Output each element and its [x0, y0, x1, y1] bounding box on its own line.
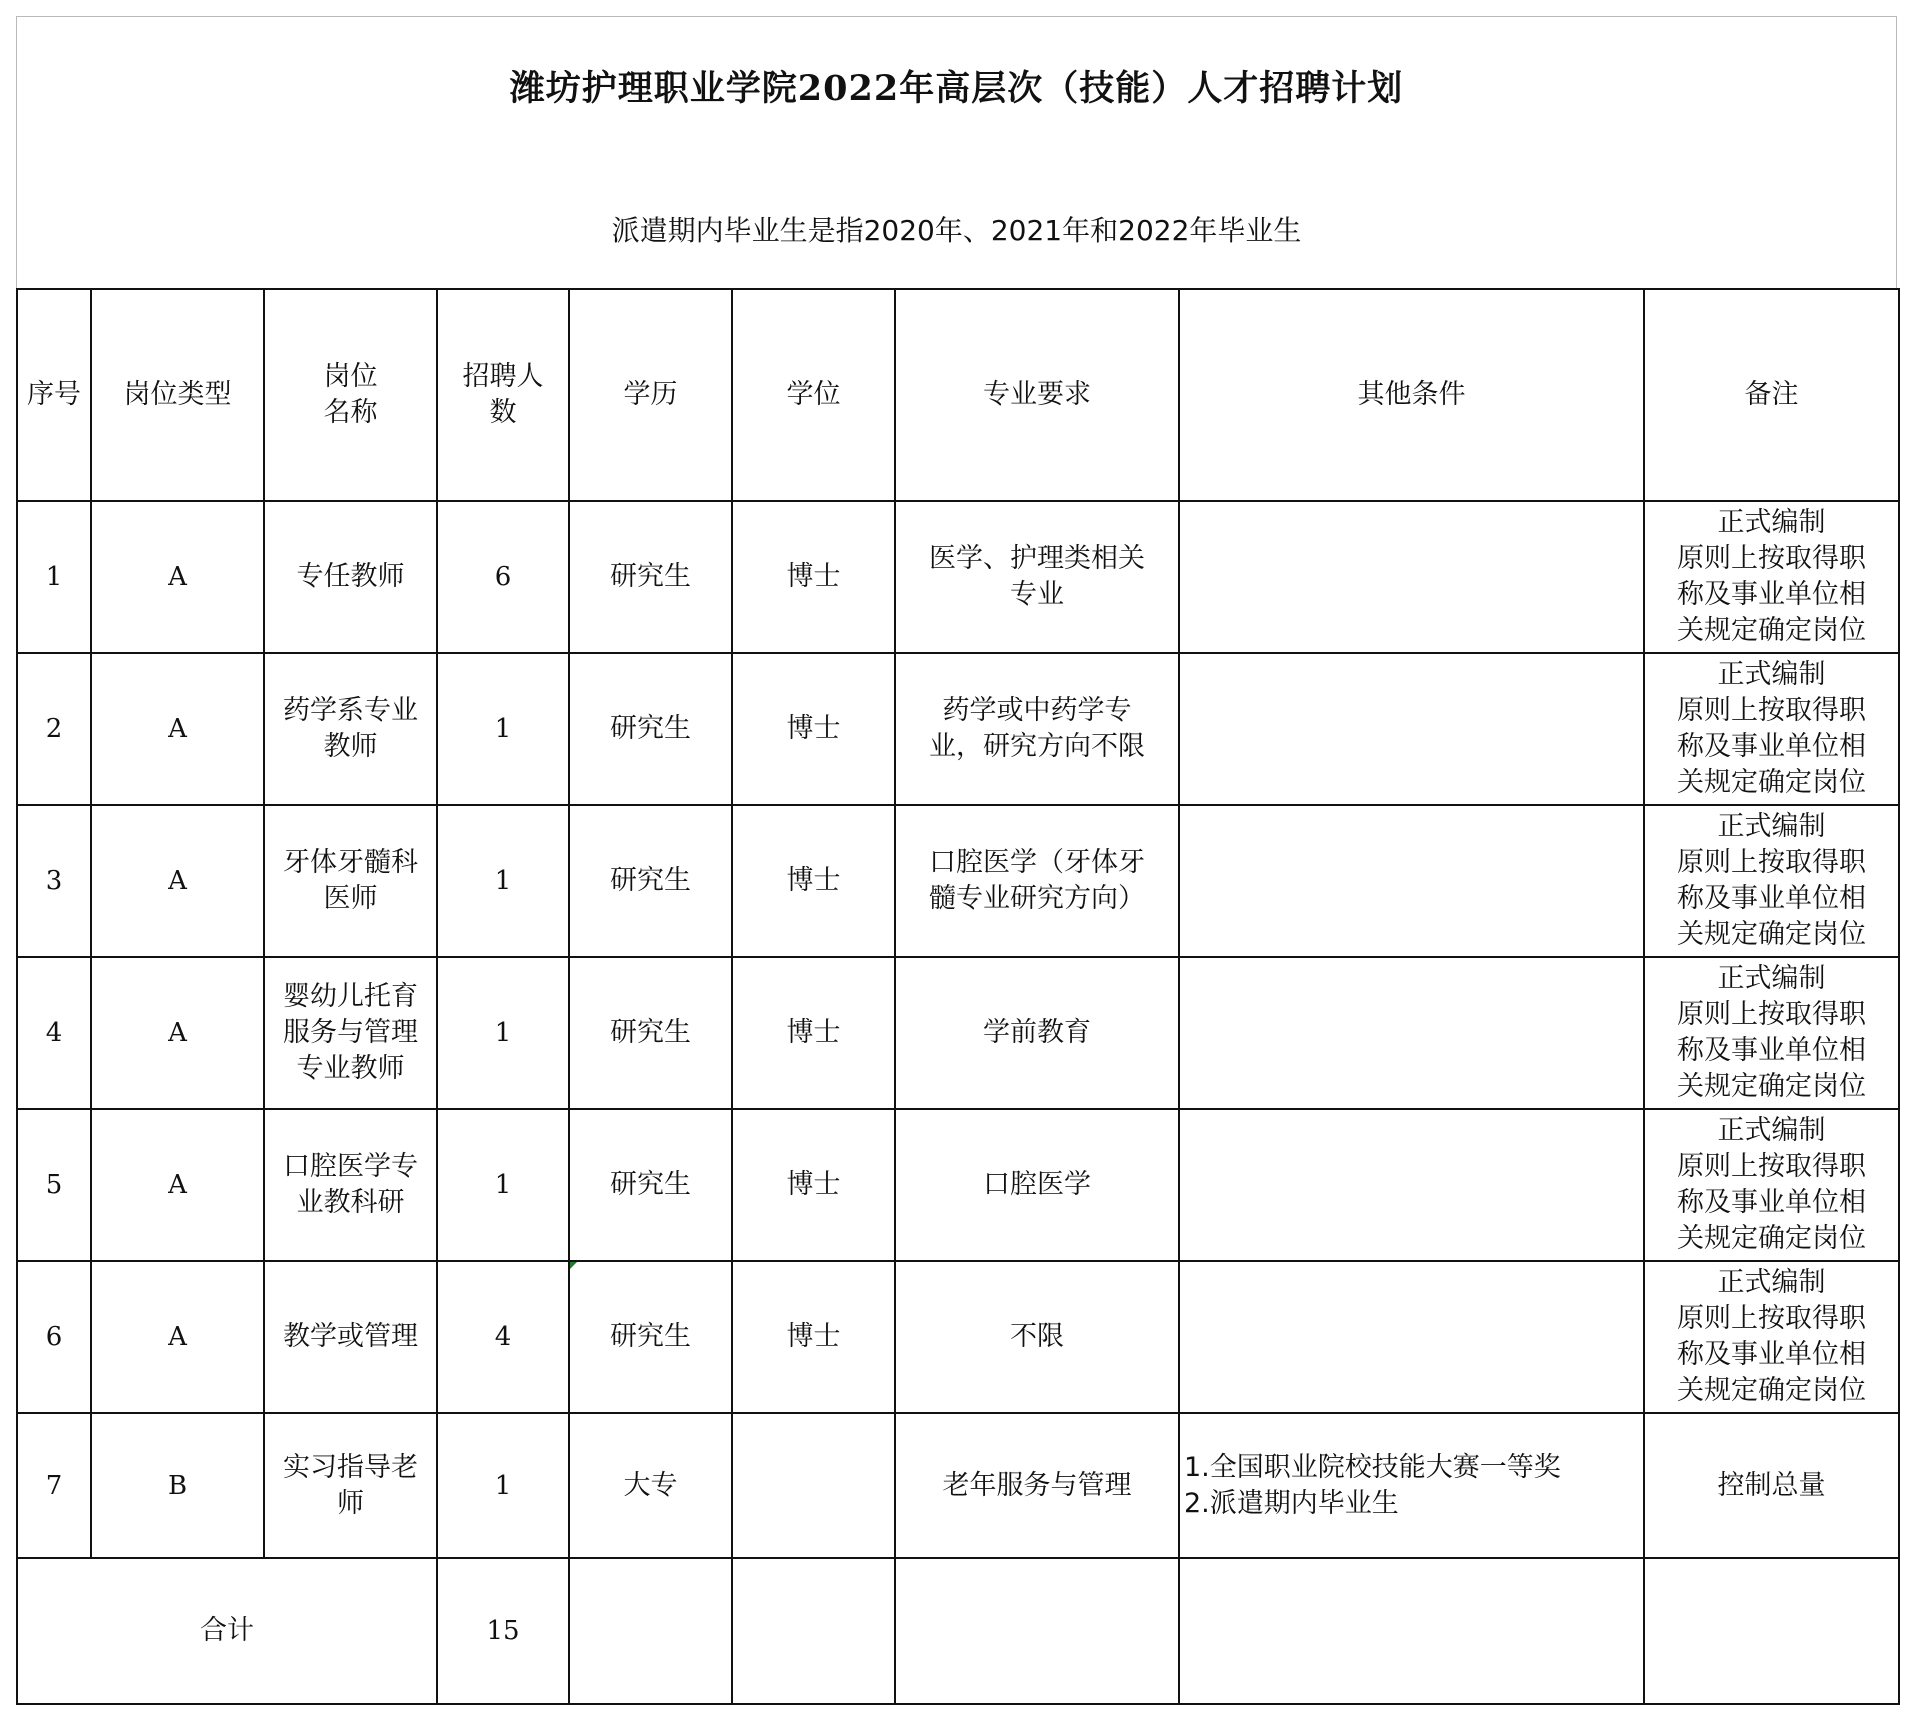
cell-post-name — [264, 653, 437, 805]
major-line: 业，研究方向不限 — [929, 731, 1145, 762]
title-area — [16, 16, 1897, 288]
cell-count: 1 — [437, 1413, 569, 1558]
cell-post-name — [264, 1261, 437, 1413]
cell-count: 1 — [437, 805, 569, 957]
remark-line: 正式编制 — [1717, 1267, 1826, 1298]
cell-education — [569, 1261, 732, 1413]
header-remark: 备注 — [1644, 289, 1899, 501]
table-row — [17, 1261, 1899, 1413]
cell-degree: 博士 — [732, 957, 895, 1109]
total-empty-cell — [1644, 1558, 1899, 1704]
cell-post-type: A — [91, 653, 264, 805]
header-post-name-line: 岗位 — [323, 361, 378, 392]
cell-count: 1 — [437, 653, 569, 805]
cell-post-type: B — [91, 1413, 264, 1558]
cell-other — [1179, 957, 1644, 1109]
post-name-line: 服务与管理 — [283, 1017, 418, 1048]
post-name-line: 专任教师 — [296, 561, 405, 592]
remark-line: 关规定确定岗位 — [1677, 1071, 1866, 1102]
remark-line: 正式编制 — [1717, 1115, 1826, 1146]
remark-line: 称及事业单位相 — [1677, 1339, 1866, 1370]
cell-post-name — [264, 957, 437, 1109]
total-empty-cell — [895, 1558, 1179, 1704]
header-index: 序号 — [17, 289, 91, 501]
post-name-line: 药学系专业 — [283, 695, 418, 726]
total-row — [17, 1558, 1899, 1704]
cell-count: 1 — [437, 1109, 569, 1261]
cell-count: 6 — [437, 501, 569, 653]
post-name-line: 教师 — [323, 731, 378, 762]
remark-line: 控制总量 — [1717, 1469, 1826, 1501]
cell-post-type: A — [91, 1109, 264, 1261]
remark-line: 关规定确定岗位 — [1677, 1223, 1866, 1254]
header-row — [17, 289, 1899, 501]
header-degree: 学位 — [732, 289, 895, 501]
header-other: 其他条件 — [1179, 289, 1644, 501]
major-line: 药学或中药学专 — [942, 695, 1132, 726]
header-post-name-line: 名称 — [323, 397, 378, 428]
cell-index: 2 — [17, 653, 91, 805]
table-body — [17, 501, 1899, 1558]
total-empty-cell — [732, 1558, 895, 1704]
header-post-type: 岗位类型 — [91, 289, 264, 501]
recruitment-plan-table — [16, 288, 1900, 1705]
post-name-line: 实习指导老 — [283, 1451, 418, 1483]
cell-index: 7 — [17, 1413, 91, 1558]
table-row — [17, 1109, 1899, 1261]
cell-remark — [1644, 1261, 1899, 1413]
cell-major — [895, 501, 1179, 653]
cell-index: 1 — [17, 501, 91, 653]
cell-count: 1 — [437, 957, 569, 1109]
total-label: 合计 — [17, 1558, 437, 1704]
cell-post-name — [264, 1413, 437, 1558]
cell-degree: 博士 — [732, 653, 895, 805]
cell-major — [895, 1109, 1179, 1261]
remark-line: 原则上按取得职 — [1677, 543, 1866, 574]
cell-other — [1179, 1413, 1644, 1558]
cell-education: 研究生 — [569, 805, 732, 957]
header-education: 学历 — [569, 289, 732, 501]
total-empty-cell — [569, 1558, 732, 1704]
remark-line: 原则上按取得职 — [1677, 1303, 1866, 1334]
spreadsheet-page — [16, 16, 1898, 1702]
table-row — [17, 653, 1899, 805]
header-major: 专业要求 — [895, 289, 1179, 501]
remark-line: 关规定确定岗位 — [1677, 919, 1866, 950]
cell-post-type: A — [91, 805, 264, 957]
page-title: 潍坊护理职业学院2022年高层次（技能）人才招聘计划 — [509, 68, 1404, 109]
remark-line: 原则上按取得职 — [1677, 695, 1866, 726]
header-count-line: 招聘人 — [462, 361, 544, 392]
cell-index: 3 — [17, 805, 91, 957]
cell-remark — [1644, 957, 1899, 1109]
cell-index: 4 — [17, 957, 91, 1109]
remark-line: 原则上按取得职 — [1677, 1151, 1866, 1182]
major-line: 专业 — [1010, 579, 1064, 610]
cell-major — [895, 1413, 1179, 1558]
cell-remark — [1644, 805, 1899, 957]
cell-education: 大专 — [569, 1413, 732, 1558]
major-line: 医学、护理类相关 — [929, 543, 1145, 574]
page-subtitle: 派遣期内毕业生是指2020年、2021年和2022年毕业生 — [611, 214, 1302, 247]
cell-remark — [1644, 1109, 1899, 1261]
remark-line: 关规定确定岗位 — [1677, 615, 1866, 646]
table-row — [17, 805, 1899, 957]
remark-line: 原则上按取得职 — [1677, 999, 1866, 1030]
cell-major — [895, 957, 1179, 1109]
remark-line: 关规定确定岗位 — [1677, 1375, 1866, 1406]
table-row — [17, 1413, 1899, 1558]
cell-other — [1179, 805, 1644, 957]
cell-post-type: A — [91, 501, 264, 653]
major-line: 口腔医学（牙体牙 — [929, 847, 1145, 878]
other-line: 1.全国职业院校技能大赛一等奖 — [1184, 1451, 1561, 1483]
header-count — [437, 289, 569, 501]
cell-education: 研究生 — [569, 653, 732, 805]
post-name-line: 教学或管理 — [283, 1321, 418, 1352]
cell-major — [895, 653, 1179, 805]
cell-post-type: A — [91, 957, 264, 1109]
remark-line: 原则上按取得职 — [1677, 847, 1866, 878]
cell-degree: 博士 — [732, 1261, 895, 1413]
other-line: 2.派遣期内毕业生 — [1184, 1487, 1399, 1519]
major-line: 口腔医学 — [983, 1169, 1091, 1200]
remark-line: 正式编制 — [1717, 963, 1826, 994]
table-row — [17, 957, 1899, 1109]
cell-post-name — [264, 501, 437, 653]
cell-major — [895, 805, 1179, 957]
post-name-line: 专业教师 — [296, 1053, 405, 1084]
total-count: 15 — [437, 1558, 569, 1704]
total-empty-cell — [1179, 1558, 1644, 1704]
remark-line: 称及事业单位相 — [1677, 731, 1866, 762]
major-line: 不限 — [1010, 1321, 1064, 1352]
post-name-line: 医师 — [323, 883, 378, 914]
cell-degree — [732, 1413, 895, 1558]
cell-other — [1179, 653, 1644, 805]
cell-degree: 博士 — [732, 1109, 895, 1261]
cell-post-name — [264, 1109, 437, 1261]
post-name-line: 牙体牙髓科 — [283, 847, 418, 878]
cell-comment-marker-icon — [570, 1262, 577, 1269]
post-name-line: 业教科研 — [296, 1187, 405, 1218]
header-post-name — [264, 289, 437, 501]
major-line: 髓专业研究方向） — [929, 883, 1145, 914]
header-count-line: 数 — [489, 397, 517, 428]
remark-line: 称及事业单位相 — [1677, 1035, 1866, 1066]
education-text: 研究生 — [610, 1321, 691, 1352]
major-line: 老年服务与管理 — [942, 1469, 1132, 1501]
remark-line: 称及事业单位相 — [1677, 579, 1866, 610]
remark-line: 正式编制 — [1717, 507, 1826, 538]
cell-other — [1179, 501, 1644, 653]
post-name-line: 师 — [337, 1487, 364, 1519]
remark-line: 关规定确定岗位 — [1677, 767, 1866, 798]
cell-major — [895, 1261, 1179, 1413]
table-row — [17, 501, 1899, 653]
cell-education: 研究生 — [569, 957, 732, 1109]
cell-remark — [1644, 653, 1899, 805]
cell-education: 研究生 — [569, 1109, 732, 1261]
cell-degree: 博士 — [732, 805, 895, 957]
remark-line: 正式编制 — [1717, 811, 1826, 842]
post-name-line: 口腔医学专 — [283, 1151, 418, 1182]
cell-education: 研究生 — [569, 501, 732, 653]
cell-remark — [1644, 1413, 1899, 1558]
remark-line: 称及事业单位相 — [1677, 1187, 1866, 1218]
cell-index: 5 — [17, 1109, 91, 1261]
remark-line: 称及事业单位相 — [1677, 883, 1866, 914]
cell-other — [1179, 1261, 1644, 1413]
cell-post-name — [264, 805, 437, 957]
major-line: 学前教育 — [983, 1017, 1091, 1048]
cell-index: 6 — [17, 1261, 91, 1413]
cell-degree: 博士 — [732, 501, 895, 653]
cell-other — [1179, 1109, 1644, 1261]
cell-remark — [1644, 501, 1899, 653]
post-name-line: 婴幼儿托育 — [283, 981, 418, 1012]
remark-line: 正式编制 — [1717, 659, 1826, 690]
cell-post-type: A — [91, 1261, 264, 1413]
cell-count: 4 — [437, 1261, 569, 1413]
